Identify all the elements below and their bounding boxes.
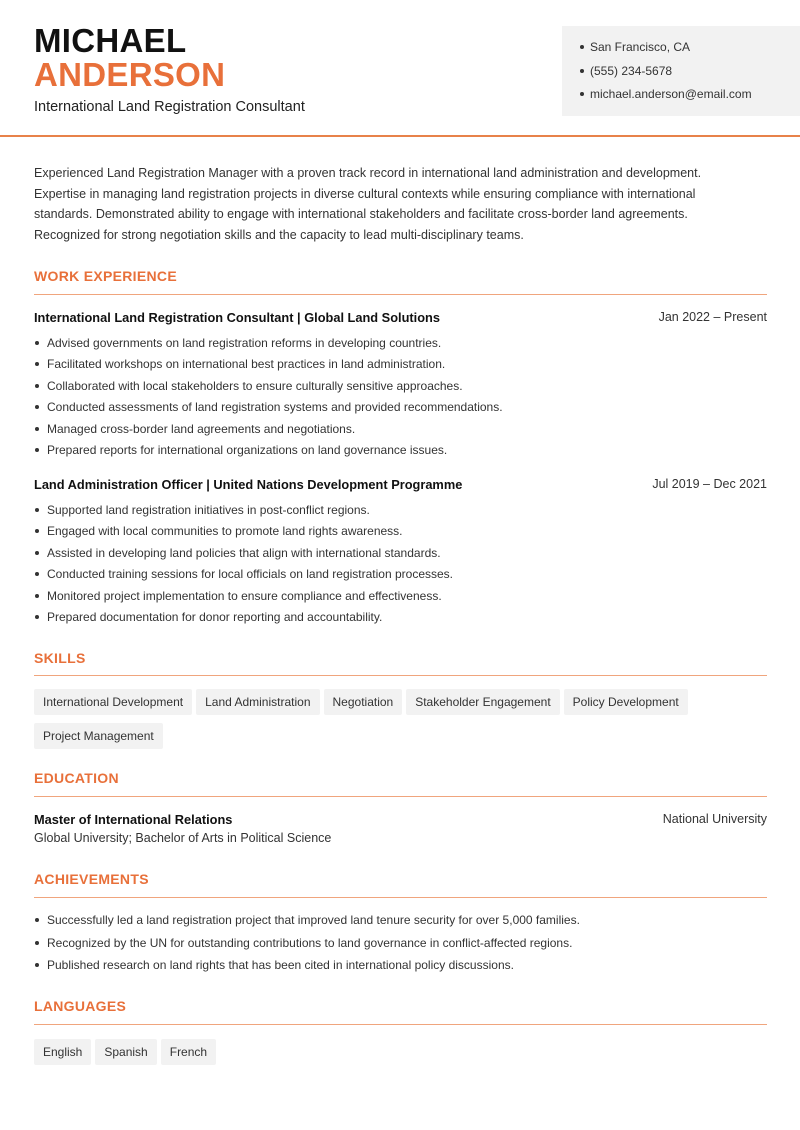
list-item: Successfully led a land registration project that improved land tenure security for over 5,000 families. [34,911,767,934]
list-item: Engaged with local communities to promote land rights awareness. [34,522,767,543]
contact-location: San Francisco, CA [580,38,800,62]
section-divider [34,897,767,898]
section-divider [34,294,767,295]
contact-phone: (555) 234-5678 [580,62,800,86]
job-title: International Land Registration Consultant [34,99,305,115]
education-detail: Global University; Bachelor of Arts in Political Science [34,831,332,845]
list-item: Monitored project implementation to ensure compliance and effectiveness. [34,587,767,608]
contact-email[interactable]: michael.anderson@email.com [580,85,800,109]
list-item: Conducted training sessions for local officials on land registration processes. [34,565,767,586]
skill-chip: Policy Development [564,689,688,715]
degree: Master of International Relations [34,812,233,827]
section-title-languages: LANGUAGES [34,998,127,1014]
languages-list [34,1039,767,1073]
section-divider [34,796,767,797]
job-header [34,310,767,325]
contact-box [562,26,800,116]
section-divider [34,675,767,676]
last-name: ANDERSON [34,56,226,93]
achievements-list [34,911,767,979]
list-item: Collaborated with local stakeholders to ensure culturally sensitive approaches. [34,377,767,398]
language-chip: French [161,1039,216,1065]
skill-chip: Negotiation [324,689,403,715]
list-item: Advised governments on land registration reforms in developing countries. [34,334,767,355]
language-chip: Spanish [95,1039,156,1065]
job-bullets [34,501,767,629]
list-item: Prepared reports for international organizations on land governance issues. [34,441,767,462]
skill-chip: Land Administration [196,689,319,715]
resume-header [0,0,800,137]
section-divider [34,1024,767,1025]
school: National University [662,812,767,826]
list-item: Assisted in developing land policies that align with international standards. [34,544,767,565]
list-item: Conducted assessments of land registration systems and provided recommendations. [34,398,767,419]
job-role: International Land Registration Consultant | Global Land Solutions [34,310,440,325]
skill-chip: Stakeholder Engagement [406,689,559,715]
language-chip: English [34,1039,91,1065]
job-header [34,477,767,492]
section-title-skills: SKILLS [34,650,86,666]
section-title-education: EDUCATION [34,770,119,786]
section-title-achievements: ACHIEVEMENTS [34,871,149,887]
job-role: Land Administration Officer | United Nations Development Programme [34,477,463,492]
job-bullets [34,334,767,462]
list-item: Prepared documentation for donor reporting and accountability. [34,608,767,629]
list-item: Published research on land rights that has been cited in international policy discussions. [34,956,767,979]
section-title-work: WORK EXPERIENCE [34,268,177,284]
list-item: Supported land registration initiatives in post-conflict regions. [34,501,767,522]
list-item: Recognized by the UN for outstanding contributions to land governance in conflict-affected regions. [34,934,767,957]
first-name: MICHAEL [34,22,187,59]
summary: Experienced Land Registration Manager with a proven track record in international land administration and development. Expertise in managing land registration projects in diverse cultural contexts while ensuring compliance with international standards. Demonstrated ability to engage with international stakeholders and facilitate cross-border land agreements. Recognized for strong negotiation skills and the capacity to lead multi-disciplinary teams. [34,166,702,243]
job-dates: Jan 2022 – Present [658,310,767,324]
list-item: Facilitated workshops on international best practices in land administration. [34,355,767,376]
skill-chip: International Development [34,689,192,715]
skills-list [34,689,767,757]
skill-chip: Project Management [34,723,163,749]
education-header [34,812,767,827]
job-dates: Jul 2019 – Dec 2021 [652,477,767,491]
list-item: Managed cross-border land agreements and negotiations. [34,420,767,441]
